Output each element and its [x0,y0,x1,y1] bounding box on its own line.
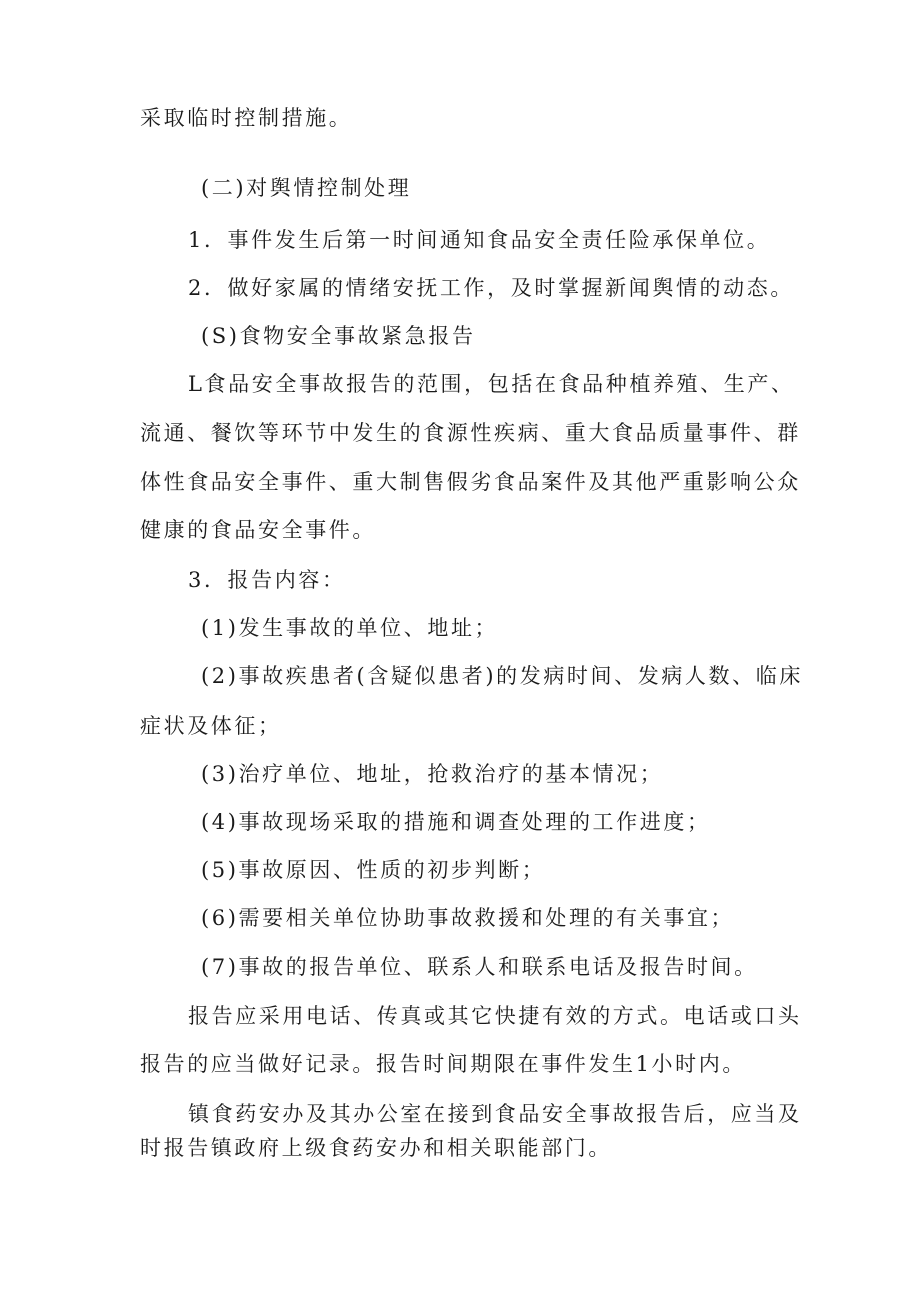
list-item: (7)事故的报告单位、联系人和联系电话及报告时间。 [201,955,758,979]
text-line: 报告的应当做好记录。报告时间期限在事件发生1小时内。 [140,1052,746,1076]
text-line: 报告应采用电话、传真或其它快捷有效的方式。电话或口头 [188,1004,802,1028]
list-item: (1)发生事故的单位、地址； [201,616,499,640]
text-line: 镇食药安办及其办公室在接到食品安全事故报告后，应当及 [188,1102,802,1126]
list-item: (6)需要相关单位协助事故救援和处理的有关事宜； [201,906,735,930]
text-line: 体性食品安全事件、重大制售假劣食品案件及其他严重影响公众 [140,470,801,494]
text-line: 1．事件发生后第一时间通知食品安全责任险承保单位。 [188,228,771,252]
text-line: 流通、餐饮等环节中发生的食源性疾病、重大食品质量事件、群 [140,421,801,445]
text-line: L食品安全事故报告的范围，包括在食品种植养殖、生产、 [188,372,795,396]
text-line: 采取临时控制措施。 [140,106,353,130]
text-line: 3．报告内容： [188,568,346,592]
text-line: 症状及体征； [140,714,282,738]
list-item: (2)事故疾患者(含疑似患者)的发病时间、发病人数、临床 [201,664,803,688]
text-line: 2．做好家属的情绪安抚工作，及时掌握新闻舆情的动态。 [188,276,794,300]
list-item: (3)治疗单位、地址，抢救治疗的基本情况； [201,762,664,786]
list-item: (5)事故原因、性质的初步判断； [201,858,546,882]
section-heading: (S)食物安全事故紧急报告 [201,324,476,348]
section-heading: (二)对舆情控制处理 [201,176,412,200]
text-line: 时报告镇政府上级食药安办和相关职能部门。 [140,1136,612,1160]
text-line: 健康的食品安全事件。 [140,518,376,542]
list-item: (4)事故现场采取的措施和调查处理的工作进度； [201,810,711,834]
